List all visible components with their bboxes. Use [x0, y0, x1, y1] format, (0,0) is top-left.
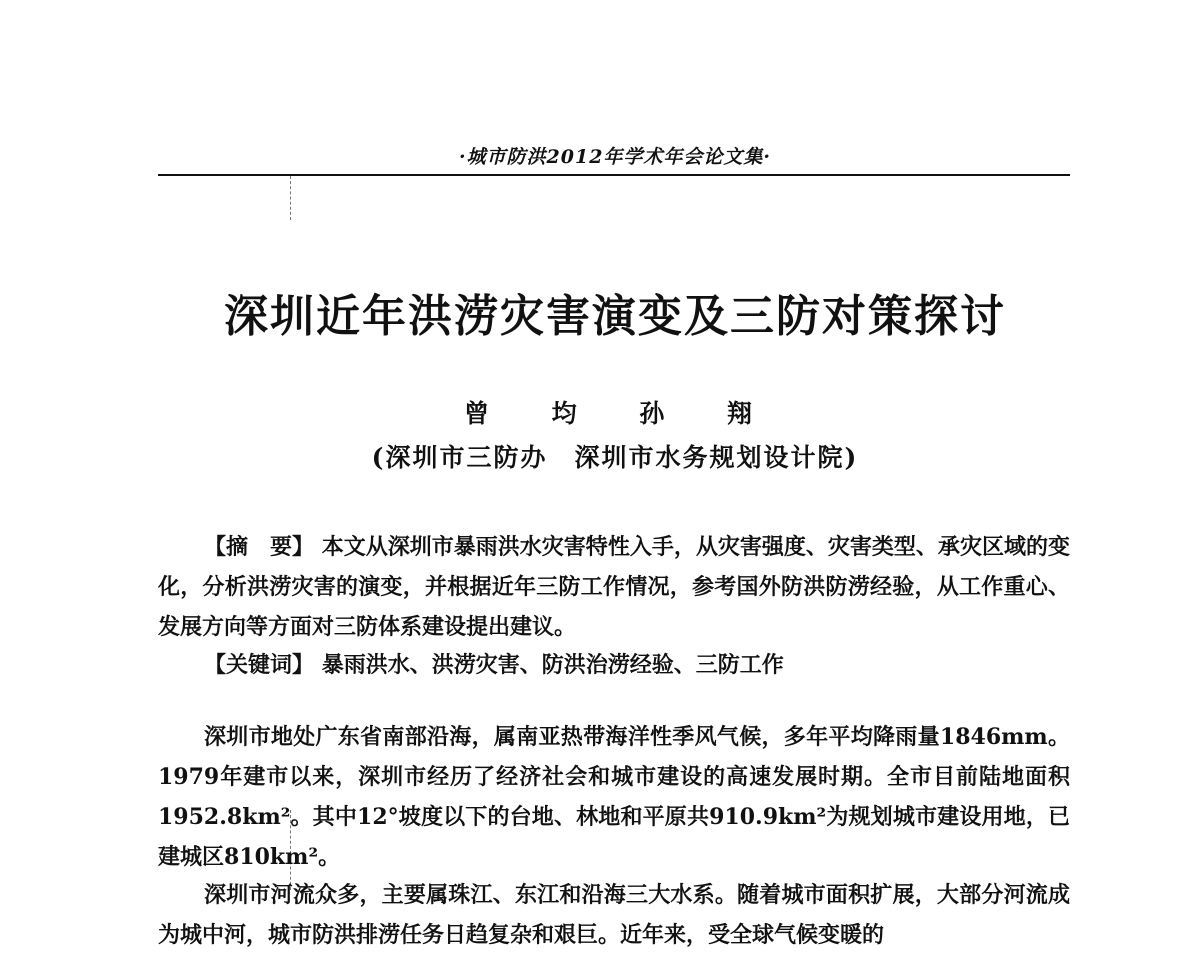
paper-title: 深圳近年洪涝灾害演变及三防对策探讨: [224, 291, 1006, 342]
header-rule: [158, 174, 1070, 176]
scan-artifact-line: [290, 176, 291, 220]
abstract-text: 本文从深圳市暴雨洪水灾害特性入手，从灾害强度、灾害类型、承灾区域的变化，分析洪涝灾害的演变，并根据近年三防工作情况，参考国外防洪防涝经验，从工作重心、发展方向等方面对三防体系建设提出建议。: [158, 534, 1070, 640]
keywords-text: 暴雨洪水、洪涝灾害、防洪治涝经验、三防工作: [321, 652, 784, 678]
running-header: ·城市防洪2012年学术年会论文集·: [458, 146, 772, 168]
body-paragraph-1: 深圳市地处广东省南部沿海，属南亚热带海洋性季风气候，多年平均降雨量1846mm。1979年建市以来，深圳市经历了经济社会和城市建设的高速发展时期。全市目前陆地面积1952.8km²。其中12°坡度以下的台地、林地和平原共910.9km²为规划城市建设用地，已建城区810km²。: [158, 724, 1070, 870]
body-paragraph-2: 深圳市河流众多，主要属珠江、东江和沿海三大水系。随着城市面积扩展，大部分河流成为城中河，城市防洪排涝任务日趋复杂和艰巨。近年来，受全球气候变暖的: [158, 882, 1070, 948]
keywords-label: 【关键词】: [204, 652, 315, 678]
abstract-paragraph: [158, 527, 1070, 647]
paper-authors: 曾 均 孙 翔: [463, 399, 767, 428]
keywords-paragraph: [158, 645, 1070, 685]
paper-affiliation: (深圳市三防办 深圳市水务规划设计院): [371, 443, 859, 472]
abstract-label: 【摘 要】: [204, 534, 315, 560]
